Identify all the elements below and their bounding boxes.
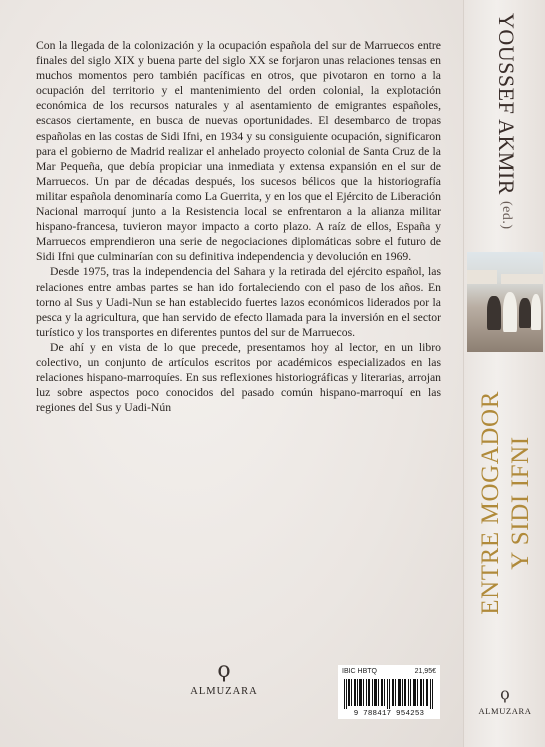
spine-title-line-1: ENTRE MOGADOR [477, 391, 504, 615]
spine-editor-tag: (ed.) [499, 200, 514, 230]
price: 21,95€ [414, 668, 436, 675]
spine-publisher-logo [464, 686, 545, 716]
spine-title-line-2: Y SIDI IFNI [507, 436, 534, 570]
blurb-paragraph-1: Con la llegada de la colonización y la ocupación española del sur de Marruecos entre finales del siglo XIX y buena parte del siglo XX se forjaron unas relaciones tensas en muchos momentos pero también pacíficas en otros, que pivotaron en torno a la ocupación del territorio y el mantenimiento del orden colonial, la explotación económica de los recursos naturales y al asentamiento de emigrantes españoles, escasos ciertamente, en busca de nuevas oportunidades. El desembarco de tropas españolas en las costas de Sidi Ifni, en 1934 y su consiguiente ocupación, significaron para el gobierno de Madrid realizar el anhelado proyecto colonial de Santa Cruz de la Mar Pequeña, que debía propiciar una inmediata y extensa expansión en el sur de Marruecos. Un par de décadas después, los sucesos bélicos que la historiografía militar española denominaría como La Guerrita, y en los que el Ejército de Liberación Nacional marroquí junto a la Resistencia local se enfrentaron a la alianza militar hispano-francesa, tuvieron mayor impacto a corto plazo. A raíz de ellos, España y Marruecos emprendieron una serie de negociaciones diplomáticas sobre el futuro de Sidi Ifni que culminarían con su definitiva independencia y devolución en 1969. [36, 39, 441, 264]
ibic-code: IBIC HBTQ [342, 668, 378, 675]
blurb-paragraph-2: Desde 1975, tras la independencia del Sahara y la retirada del ejército español, las relaciones entre ambas partes se han ido fortaleciendo con el paso de los años. En torno al Sus y Uadi-Nun se han establecido fuertes lazos económicos liderados por la pesca y la agricultura, que han servido de efecto llamada para la inversión en el sector turístico y los transportes en diferentes puntos del sur de Marruecos. [36, 265, 441, 339]
isbn-number: 9 788417 954253 [353, 710, 425, 718]
barcode-box [338, 665, 440, 719]
blurb-paragraph-3: De ahí y en vista de lo que precede, presentamos hoy al lector, en un libro colectivo, un conjunto de artículos escritos por académicos especializados en las relaciones hispano-marroquíes. En sus reflexiones historiográficas y literarias, arrojan luz sobre aspectos poco conocidos del pasado común hispano-marroquí en las regiones del Sus y Uadi-Nún [36, 340, 441, 415]
spine-photo [467, 252, 543, 352]
publisher-logo [179, 660, 269, 697]
spine-author [482, 8, 530, 240]
publisher-name: ALMUZARA [190, 686, 258, 697]
spine-title [474, 368, 538, 638]
spine-publisher-name: ALMUZARA [478, 706, 532, 716]
almuzara-logo-icon: ϙ [500, 684, 510, 703]
barcode-meta [342, 668, 436, 675]
barcode-bars [344, 679, 434, 709]
spine-author-name: YOUSSEF AKMIR [494, 12, 519, 195]
almuzara-logo-icon: ϙ [217, 658, 231, 683]
back-cover-blurb [36, 38, 441, 415]
book-spine [463, 0, 545, 747]
